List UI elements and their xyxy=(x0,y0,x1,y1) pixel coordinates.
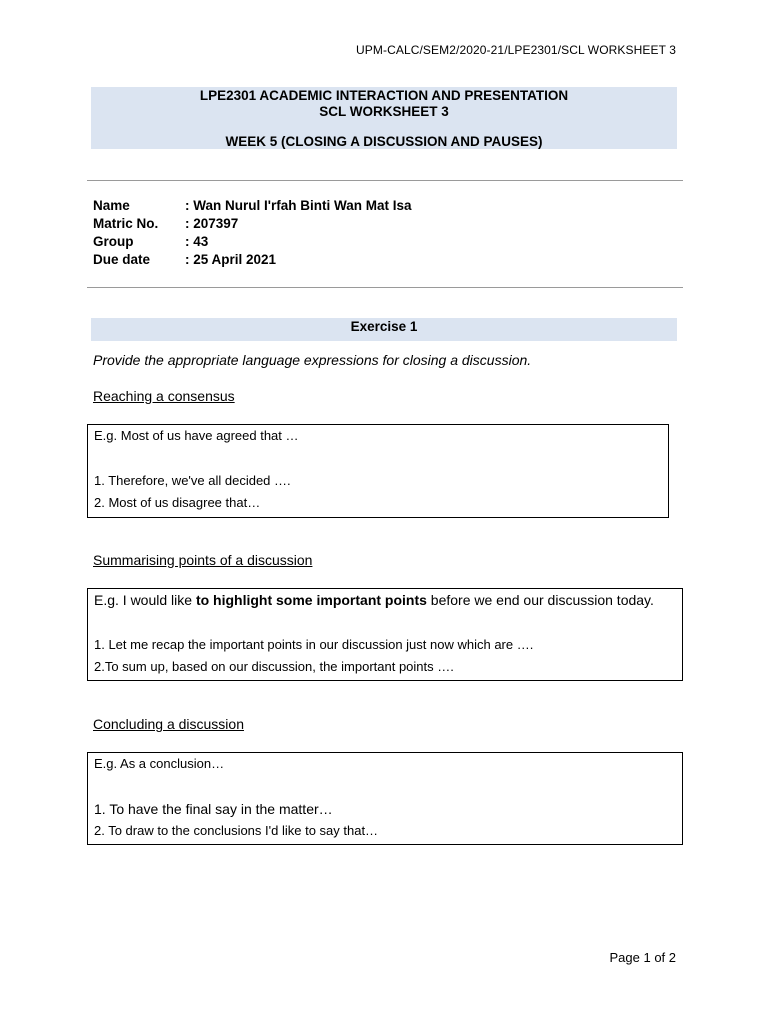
summarising-example xyxy=(94,589,676,611)
due-date-label: Due date xyxy=(93,252,151,267)
document-code: UPM-CALC/SEM2/2020-21/LPE2301/SCL WORKSHEET 3 xyxy=(356,43,676,57)
worksheet-title: SCL WORKSHEET 3 xyxy=(319,104,449,119)
week-title: WEEK 5 (CLOSING A DISCUSSION AND PAUSES) xyxy=(225,134,543,149)
consensus-answer-1: 1. Therefore, we've all decided …. xyxy=(94,473,291,488)
concluding-heading: Concluding a discussion xyxy=(93,716,244,732)
group-row xyxy=(93,233,411,251)
name-label: Name xyxy=(93,198,130,213)
concluding-answer-2: 2. To draw to the conclusions I'd like to say that… xyxy=(94,823,379,838)
title-band xyxy=(91,87,677,149)
concluding-answer-1: 1. To have the final say in the matter… xyxy=(94,801,333,817)
summarising-answer-1: 1. Let me recap the important points in our discussion just now which are …. xyxy=(94,637,534,652)
matric-value: : 207397 xyxy=(185,216,239,231)
consensus-box xyxy=(87,424,669,518)
due-date-row xyxy=(93,251,411,269)
divider-top xyxy=(87,180,683,181)
matric-row xyxy=(93,215,411,233)
group-label: Group xyxy=(93,234,134,249)
name-value: : Wan Nurul I'rfah Binti Wan Mat Isa xyxy=(185,198,412,213)
summarising-heading: Summarising points of a discussion xyxy=(93,552,313,568)
concluding-box xyxy=(87,752,683,845)
exercise-instruction: Provide the appropriate language expressions for closing a discussion. xyxy=(93,352,532,368)
group-value: : 43 xyxy=(185,234,209,249)
exercise-title-band xyxy=(91,318,677,341)
exercise-title: Exercise 1 xyxy=(350,319,418,334)
concluding-example: E.g. As a conclusion… xyxy=(94,756,225,771)
summarising-box xyxy=(87,588,683,681)
page-number: Page 1 of 2 xyxy=(609,950,676,965)
name-row xyxy=(93,197,411,215)
summarising-example-pre: E.g. I would like xyxy=(94,592,196,608)
course-title: LPE2301 ACADEMIC INTERACTION AND PRESENTATION xyxy=(199,88,569,103)
summarising-answer-2: 2.To sum up, based on our discussion, the important points …. xyxy=(94,659,454,674)
due-date-value: : 25 April 2021 xyxy=(185,252,277,267)
consensus-example: E.g. Most of us have agreed that … xyxy=(94,428,299,443)
summarising-example-post: before we end our discussion today. xyxy=(426,592,654,608)
consensus-heading: Reaching a consensus xyxy=(93,388,235,404)
divider-bottom xyxy=(87,287,683,288)
student-info xyxy=(93,197,411,269)
summarising-example-bold: to highlight some important points xyxy=(195,592,427,608)
matric-label: Matric No. xyxy=(93,216,159,231)
consensus-answer-2: 2. Most of us disagree that… xyxy=(94,495,261,510)
